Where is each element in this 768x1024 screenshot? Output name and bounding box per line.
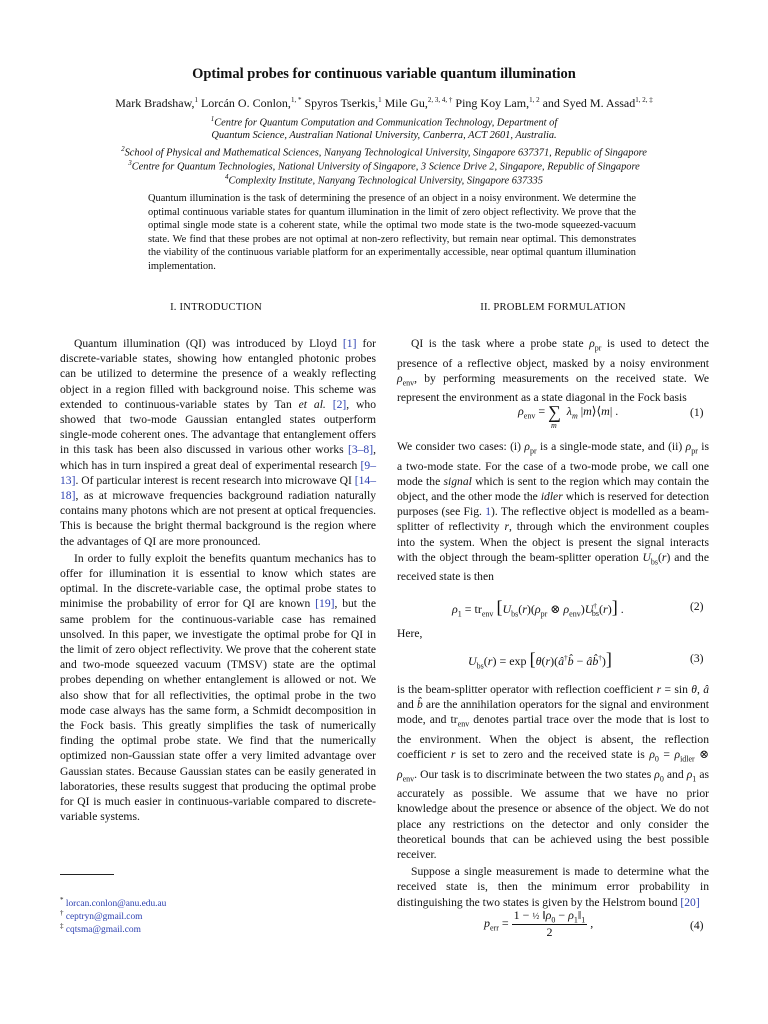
text: is a two-mode state. For the case of a two-mode probe, we call one mode the	[397, 440, 709, 488]
text: . Our task is to discriminate between the two states	[414, 767, 655, 781]
equation-3: $U_{bs}(r) = \exp$ [θ(r)(â†b̂ − âb̂†)]	[468, 649, 612, 671]
problem-paragraph-2: We consider two cases: (i) $\rho_{pr}$ is a single-mode state, and (ii) $\rho_{pr}$ is a two-mode state. For the case of a two-mode probe, we call one mode the signal which is sent to the region which may contain the object, and the other mode the idler which is reserved for detection purposes (see Fig. 1). The reflective object is modelled as a beam-splitter of reflectivity r, through which the environment couples into the system. When the object is present the signal interacts with the object through the beam-splitter operation $U_{bs}(r)$ and the received state is then	[397, 440, 710, 584]
equation-4: $p_{err}$ = $\frac{1 - \frac{1}{2} ‖\rho_0 - \rho_1‖_1}{2}$ ,	[484, 908, 594, 940]
affil-mark: 2	[121, 145, 125, 153]
affil-mark: 1	[210, 115, 215, 123]
text: which is sent to the region which may contain the object, and the other mode the	[397, 474, 710, 503]
text: , through which the environment couples into the system. When the object is present the signal interacts with the object through the beam-splitter operation	[397, 520, 709, 564]
affiliation-line	[0, 173, 768, 186]
affil-mark: 4	[225, 173, 229, 181]
intro-paragraph-2	[60, 551, 376, 825]
abstract: Quantum illumination is the task of determining the presence of an object in a noisy environment. We determine the optimal continuous variable states for quantum illumination in the limit of zero object reflectivity. We prove that the optimal single mode state is a coherent state, while the optimal two mode state is the two-mode squeezed-vacuum state. We find that these probes are not optimal at non-zero reflectivity, but remain near optimal. This demonstrates the viability of the continuous variable platform for an experimentally accessible, near optimal quantum illumination implementation.	[148, 193, 636, 272]
citation-link[interactable]: [1]	[342, 337, 357, 350]
intro-paragraph-1	[60, 336, 376, 549]
author-affil-mark: 1	[194, 96, 198, 104]
problem-paragraph-1: QI is the task where a probe state $\rho_{pr}$ is used to detect the presence of a reflective object, masked by a noisy environment $\rho_{env}$, by performing measurements on the received state. We represent the environment as a state diagonal in the Fock basis	[397, 337, 709, 405]
text: We consider two cases: (i)	[397, 440, 525, 453]
affiliation-text: Centre for Quantum Technologies, National University of Singapore, 3 Science Drive 2, Singapore, Republic of Singapore	[131, 161, 640, 173]
author: Mile Gu,	[381, 96, 428, 110]
section-heading-introduction: I. INTRODUCTION	[170, 302, 262, 313]
text: which is reserved for detection purposes (see Fig.	[397, 489, 709, 519]
footnote	[60, 896, 166, 909]
affil-mark: 3	[128, 159, 132, 167]
text: is used to detect the presence of a reflective object, masked by a noisy environment	[397, 337, 709, 370]
email-link[interactable]: lorcan.conlon@anu.edu.au	[65, 899, 167, 910]
affiliation-line	[0, 159, 768, 172]
text: ). The reflective object is modelled as a beam-splitter of reflectivity	[397, 505, 709, 534]
footnote-mark: ‡	[60, 922, 64, 930]
citation-link[interactable]: [3–8]	[347, 443, 374, 457]
author: Lorcán O. Conlon,	[197, 96, 291, 110]
citation-link[interactable]: [9–13]	[60, 458, 376, 487]
affiliation-text: Centre for Quantum Computation and Communication Technology, Department of	[214, 117, 558, 129]
citation-link[interactable]: [20]	[680, 895, 700, 909]
left-column	[60, 336, 376, 825]
problem-paragraph-3: is the beam-splitter operator with reflection coefficient r = sin θ, â and b̂ are the annihilation operators for the signal and environment mode, and $tr_{env}$ denotes partial trace over the mode that is lost to the environment. When the object is absent, the reflection coefficient r is set to zero and the received state is $\rho_0 = \rho_{idler}$ ⊗ $\rho_{env}$. Our task is to discriminate between the two states $\rho_0$ and $\rho_1$ as accurately as possible. We assume that we have no prior knowledge about the presence or absence of the object. We do not place any restrictions on the detector and only consider the theoretical bounds that can be achieved using the best possible receiver. Suppose a single measurement is made to determine what the received state is, then the minimum error probability in distinguishing the two states is given by the Helstrom bound [20]	[397, 683, 710, 909]
text: is a single-mode state, and (ii)	[536, 440, 686, 453]
text: is the beam-splitter operator with reflection coefficient	[397, 683, 657, 696]
text: Suppose a single measurement is made to determine what the received state is, then the minimum error probability in distinguishing the two states is given by the Helstrom bound	[397, 865, 709, 909]
equation-2: $\rho_1 = tr_{env}$ [$U_{bs}(r)(\rho_{pr}$ ⊗ $\rho_{env})U^\dagger_{bs}(r)$] .	[452, 597, 624, 619]
equation-number: (2)	[690, 600, 704, 613]
text: and	[397, 698, 417, 712]
affiliation-text: Quantum Science, Australian National University, Canberra, ACT 2601, Australia.	[211, 130, 557, 141]
author: and Syed M. Assad	[539, 96, 636, 110]
author-affil-mark: 1, 2, ‡	[635, 96, 653, 104]
text: is set to zero and the received state is	[455, 748, 650, 762]
equation-number: (4)	[690, 919, 704, 932]
text: , which has in turn inspired a great deal of experimental research	[60, 443, 376, 472]
citation-link[interactable]: [14–18]	[60, 473, 376, 503]
text: , as at microwave frequencies background radiation naturally contains many photons which are not present at optical frequencies. This is because the bright thermal background is the region where the advantages of QI are more pronounced.	[60, 489, 376, 548]
equation-number: (3)	[690, 652, 704, 665]
figure-link[interactable]: 1	[485, 505, 492, 519]
equation-number: (1)	[690, 406, 704, 419]
text: , who showed that two-mode Gaussian entangled states outperform single-mode coherent ones. The advantage that entanglement offers in this task has been also discussed in various other works	[60, 397, 376, 457]
text	[326, 398, 333, 411]
text: Quantum illumination (QI) was introduced by Lloyd	[74, 337, 343, 350]
author: Ping Koy Lam,	[452, 96, 530, 110]
text: , but the same problem for the continuous-variable case has remained unsolved. In this paper, we investigate the optimal probe for QI in the limit of zero object reflectivity. We prove that the coherent state and two-mode squeezed vacuum (TMSV) state are the optimal probes depending on whether entanglement is allowed or not. We also show that for all reflectivities, the optimal probe in the two mode case always has the same form, a Schmidt decomposition in the Fock basis. This greatly simplifies the task of numerically finding the optimal probe state. We find that the numerically optimized non-Gaussian state offer a very limited advantage over Gaussian states. Because Gaussian states can be easily generated in laboratories, these results suggest that producing the optimal probe for QI is much easier in continuous-variable compared to discrete-variable systems.	[60, 597, 376, 824]
affiliation-line	[0, 130, 768, 141]
text: and the received state is then	[397, 550, 710, 584]
footnote	[60, 922, 141, 935]
text: In order to fully exploit the benefits quantum mechanics has to offer for illumination it is essential to know which states are optimal. In the discrete-variable case, the optimal probe states to minimise the probability of error for QI are known	[60, 551, 376, 611]
citation-link[interactable]: [2]	[332, 397, 347, 411]
text: signal	[443, 474, 472, 488]
affiliation-line	[0, 145, 768, 158]
footnote-mark: *	[60, 896, 64, 904]
affiliation-text: School of Physical and Mathematical Sciences, Nanyang Technological University, Singapore 637371, Republic of Singapore	[124, 147, 647, 159]
text: , by performing measurements on the received state. We represent the environment as a state diagonal in the Fock basis	[397, 371, 709, 405]
text: QI is the task where a probe state	[411, 337, 590, 350]
author: Mark Bradshaw,	[115, 96, 195, 110]
text: as accurately as possible. We assume that we have no prior knowledge about the presence or absence of the object. We do not place any restrictions on the detector and only consider the theoretical bounds that can be achieved using the best possible receiver.	[397, 767, 709, 861]
text: idler	[540, 489, 563, 503]
author-affil-mark: 2, 3, 4, †	[427, 96, 453, 104]
text: et al.	[298, 397, 326, 411]
author: Spyros Tserkis,	[301, 96, 379, 110]
email-link[interactable]: cqtsma@gmail.com	[65, 925, 141, 936]
text-here	[397, 626, 709, 641]
text: . Of particular interest is recent research into microwave QI	[75, 473, 355, 487]
author-affil-mark: 1	[378, 96, 382, 104]
footnote-rule	[60, 874, 114, 875]
text: Here,	[397, 627, 423, 640]
equation-1: $\rho_{env} = \sum_m\lambda_m$ |m⟩⟨m| .	[518, 402, 619, 431]
author-affil-mark: 1, 2	[529, 96, 540, 104]
footnote	[60, 909, 142, 922]
email-link[interactable]: ceptryn@gmail.com	[65, 912, 143, 923]
text: for discrete-variable states, showing how entangled photonic probes can be utilized to determine the presence of a weakly reflecting object in a region filled with background noise. This scheme was extended to continuous-variable states by Tan	[60, 337, 377, 411]
section-heading-problem-formulation: II. PROBLEM FORMULATION	[480, 302, 626, 313]
paper-title: Optimal probes for continuous variable quantum illumination	[192, 66, 576, 82]
footnote-mark: †	[60, 909, 64, 917]
author-affil-mark: 1, *	[290, 96, 302, 104]
author-list	[0, 96, 768, 111]
affiliation-text: Complexity Institute, Nanyang Technological University, Singapore 637335	[228, 175, 543, 187]
citation-link[interactable]: [19]	[315, 597, 335, 611]
text: and	[663, 767, 687, 781]
affiliation-line	[0, 115, 768, 128]
